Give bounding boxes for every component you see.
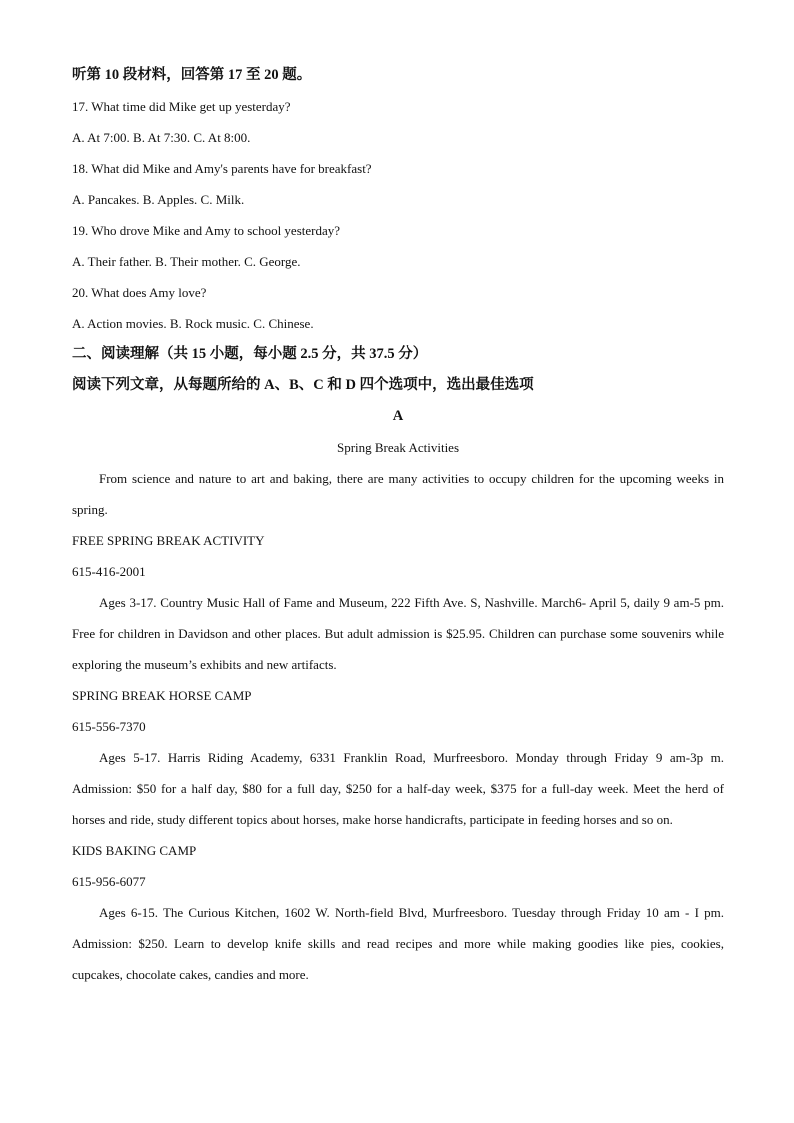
question-19: 19. Who drove Mike and Amy to school yesterday? — [72, 223, 341, 238]
question-20-options: A. Action movies. B. Rock music. C. Chinese. — [72, 316, 314, 331]
activity-name: SPRING BREAK HORSE CAMP — [72, 688, 252, 703]
activity-phone: 615-556-7370 — [72, 719, 146, 734]
question-20: 20. What does Amy love? — [72, 285, 207, 300]
listening-heading: 听第 10 段材料，回答第 17 至 20 题。 — [72, 67, 312, 83]
activity-details: Ages 5-17. Harris Riding Academy, 6331 Franklin Road, Murfreesboro. Monday through Friday 9 am-3p m. Admission: $50 for a half day, $80 for a full day, $250 for a half-day week, $375 for a full-day week. Meet the herd of horses and ride, study different topics about horses, make horse handicrafts, participate in feeding horses and so on. — [72, 750, 724, 827]
activity-name: KIDS BAKING CAMP — [72, 843, 197, 858]
question-18-options: A. Pancakes. B. Apples. C. Milk. — [72, 192, 245, 207]
question-19-options: A. Their father. B. Their mother. C. George. — [72, 254, 301, 269]
passage-letter: A — [392, 408, 404, 424]
reading-instructions: 阅读下列文章，从每题所给的 A、B、C 和 D 四个选项中，选出最佳选项 — [72, 377, 534, 393]
activity-name: FREE SPRING BREAK ACTIVITY — [72, 533, 265, 548]
document-page — [72, 60, 724, 990]
activity-details: Ages 3-17. Country Music Hall of Fame and Museum, 222 Fifth Ave. S, Nashville. March6- April 5, daily 9 am-5 pm. Free for children in Davidson and other places. But adult admission is $25.95. Children can purchase some souvenirs while exploring the museum’s exhibits and new artifacts. — [72, 595, 724, 672]
activity-phone: 615-416-2001 — [72, 564, 146, 579]
question-18: 18. What did Mike and Amy's parents have for breakfast? — [72, 161, 372, 176]
activity-phone: 615-956-6077 — [72, 874, 146, 889]
passage-title: Spring Break Activities — [336, 440, 460, 455]
activity-details: Ages 6-15. The Curious Kitchen, 1602 W. North-field Blvd, Murfreesboro. Tuesday through Friday 10 am - I pm. Admission: $250. Learn to develop knife skills and read recipes and more while making goodies like pies, cookies, cupcakes, chocolate cakes, candies and more. — [72, 905, 724, 982]
reading-section-title: 二、阅读理解（共 15 小题，每小题 2.5 分，共 37.5 分） — [72, 346, 428, 362]
question-17: 17. What time did Mike get up yesterday? — [72, 99, 291, 114]
question-17-options: A. At 7:00. B. At 7:30. C. At 8:00. — [72, 130, 251, 145]
passage-intro: From science and nature to art and baking, there are many activities to occupy children for the upcoming weeks in spring. — [72, 471, 724, 517]
